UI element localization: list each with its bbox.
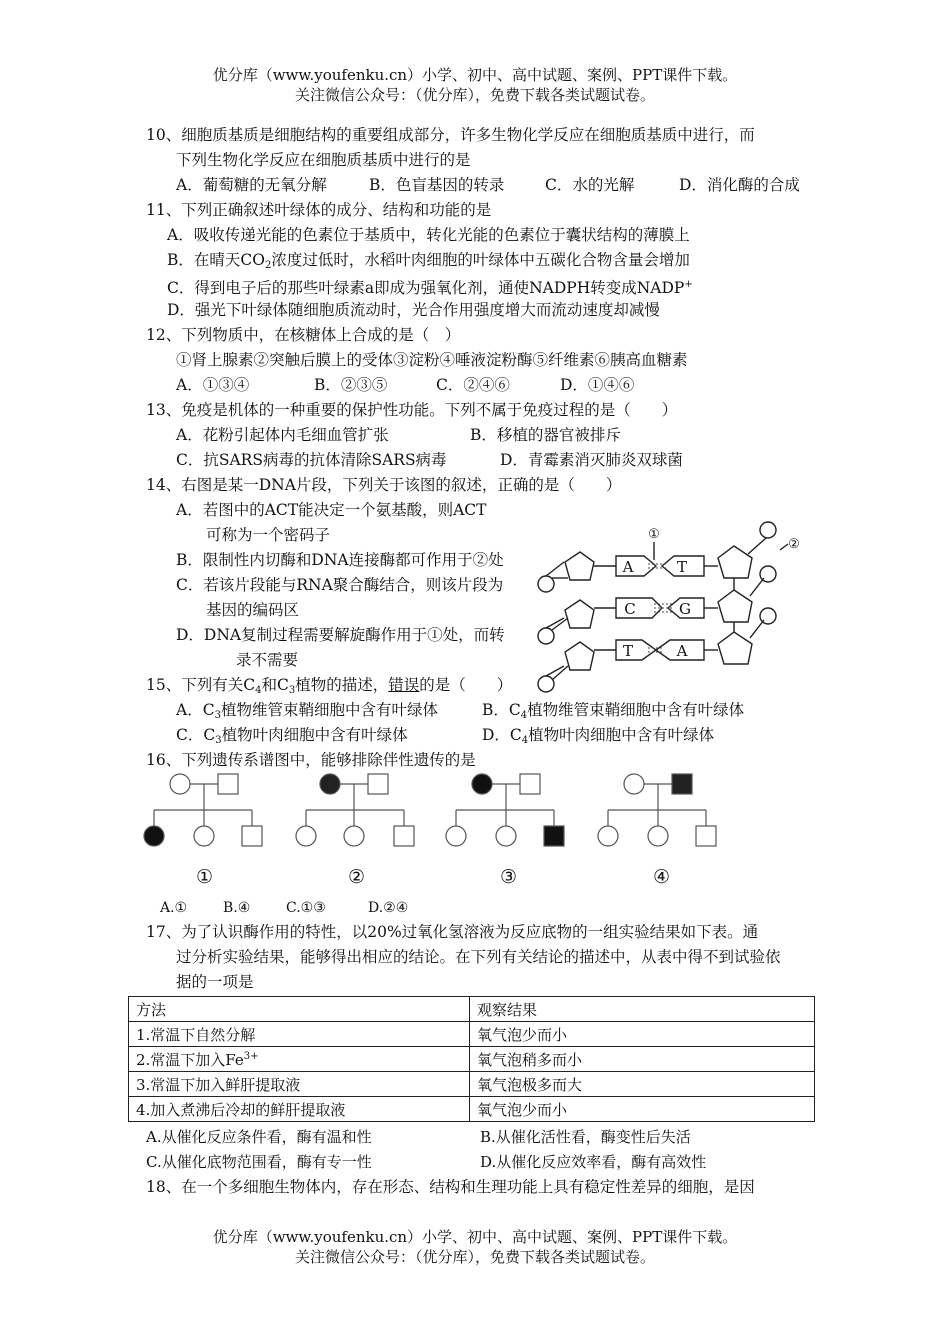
footer-line-2: 关注微信公众号：（优分库），免费下载各类试题试卷。 (294, 1248, 655, 1266)
q17-option-d: D.从催化反应效率看，酶有高效性 (480, 1153, 707, 1171)
marker-2-label: ② (788, 537, 800, 552)
q13-option-a: A．花粉引起体内毛细血管扩张 (176, 426, 389, 444)
deoxyribose-pentagon (565, 642, 594, 670)
q13-option-d: D．青霉素消灭肺炎双球菌 (500, 451, 683, 469)
q16-option-b: B.④ (223, 900, 251, 916)
q17-stem-1: 17、为了认识酶作用的特性，以20%过氧化氢溶液为反应底物的一组实验结果如下表。通 (146, 923, 759, 941)
table-cell-result: 氧气泡少而小 (470, 1097, 815, 1122)
q10-option-b: B．色盲基因的转录 (369, 176, 505, 194)
q16-option-a: A.① (160, 900, 188, 916)
pedigree-1 (144, 774, 262, 846)
pedigree-4 (598, 774, 716, 846)
q11-option-b: B．在晴天$CO_2$浓度过低时，水稻叶肉细胞的叶绿体中五碳化合物含量会增加 (167, 251, 690, 271)
q17-option-c: C.从催化底物范围看，酶有专一性 (146, 1153, 372, 1171)
deoxyribose-pentagon (718, 590, 752, 622)
q17-results-table (128, 996, 815, 1122)
base-label: T (622, 642, 634, 660)
q13-stem: 13、免疫是机体的一种重要的保护性功能。下列不属于免疫过程的是（ ） (146, 401, 678, 419)
q12-option-b: B．②③⑤ (314, 376, 388, 394)
q12-option-a: A．①③④ (176, 376, 250, 394)
table-cell-result: 氧气泡少而小 (470, 1022, 815, 1047)
q15-option-a: A．$C_3$植物维管束鞘细胞中含有叶绿体 (176, 701, 438, 721)
q11-option-c: C．得到电子后的那些叶绿素a即成为强氧化剂，通使NADPH转变成NADP+ (167, 279, 693, 297)
phosphate-circle (760, 566, 776, 582)
q15-option-b: B．$C_4$植物维管束鞘细胞中含有叶绿体 (482, 701, 745, 721)
deoxyribose-pentagon (565, 600, 594, 628)
q11-option-d: D．强光下叶绿体随细胞质流动时，光合作用强度增大而流动速度却减慢 (167, 301, 660, 319)
phosphate-circle (538, 576, 554, 592)
base-label: G (679, 600, 691, 618)
phosphate-circle (760, 608, 776, 624)
pedigree-label-2: ② (348, 866, 366, 888)
marker-1-label: ① (648, 527, 660, 542)
table-header-row (129, 997, 815, 1022)
q11-option-a: A．吸收传递光能的色素位于基质中，转化光能的色素位于囊状结构的薄膜上 (167, 226, 690, 244)
base-label: T (676, 558, 688, 576)
q17-option-a: A.从催化反应条件看，酶有温和性 (146, 1128, 372, 1146)
base-label: C (624, 600, 636, 618)
q14-option-b: B．限制性内切酶和DNA连接酶都可作用于②处 (176, 551, 504, 569)
table-header-cell: 方法 (129, 997, 470, 1022)
q10-option-c: C．水的光解 (545, 176, 635, 194)
table-row (129, 1097, 815, 1122)
q14-option-c-line2: 基因的编码区 (206, 601, 300, 619)
table-row (129, 1047, 815, 1072)
table-cell-result: 氧气泡稍多而小 (470, 1047, 815, 1072)
q17-stem-3: 据的一项是 (176, 973, 254, 991)
q10-option-d: D．消化酶的合成 (679, 176, 800, 194)
base-label: A (676, 642, 688, 660)
q11-stem: 11、下列正确叙述叶绿体的成分、结构和功能的是 (146, 201, 492, 219)
deoxyribose-pentagon (718, 546, 752, 578)
pedigree-label-3: ③ (500, 866, 518, 888)
table-cell-method: 4.加入煮沸后冷却的鲜肝提取液 (129, 1097, 470, 1122)
q14-option-d-line1: D．DNA复制过程需要解旋酶作用于①处，而转 (176, 626, 505, 644)
q15-stem: 15、下列有关$C_4$和$C_3$植物的描述，错误的是（ ） (146, 676, 513, 696)
q16-stem: 16、下列遗传系谱图中，能够排除伴性遗传的是 (146, 751, 476, 769)
pedigree-2 (296, 774, 414, 846)
q12-option-d: D．①④⑥ (560, 376, 635, 394)
q14-stem: 14、右图是某一DNA片段，下列关于该图的叙述，正确的是（ ） (146, 476, 622, 494)
q14-option-a-line1: A．若图中的ACT能决定一个氨基酸，则ACT (176, 501, 487, 519)
phosphate-circle (538, 676, 554, 692)
q13-option-b: B．移植的器官被排斥 (470, 426, 621, 444)
footer-line-1: 优分库（www.youfenku.cn）小学、初中、高中试题、案例、PPT课件下载。 (212, 1228, 738, 1246)
table-row (129, 1072, 815, 1097)
header-line-2: 关注微信公众号：（优分库），免费下载各类试题试卷。 (294, 86, 655, 104)
pedigree-3 (446, 774, 564, 846)
deoxyribose-pentagon (718, 632, 752, 664)
q10-stem-1: 10、细胞质基质是细胞结构的重要组成部分，许多生物化学反应在细胞质基质中进行，而 (146, 126, 755, 144)
q14-option-c-line1: C．若该片段能与RNA聚合酶结合，则该片段为 (176, 576, 504, 594)
q15-option-d: D．$C_4$植物叶肉细胞中含有叶绿体 (482, 726, 715, 746)
q15-option-c: C．$C_3$植物叶肉细胞中含有叶绿体 (176, 726, 408, 746)
table-cell-method: 2.常温下加入$Fe^{3+}$ (129, 1047, 470, 1072)
q12-stem: 12、下列物质中，在核糖体上合成的是（ ） (146, 326, 461, 344)
pedigree-charts (140, 768, 730, 848)
q14-option-a-line2: 可称为一个密码子 (206, 526, 331, 544)
pedigree-label-4: ④ (653, 866, 671, 888)
table-row (129, 1022, 815, 1047)
base-label: A (622, 558, 634, 576)
phosphate-circle (760, 522, 776, 538)
table-cell-result: 氧气泡极多而大 (470, 1072, 815, 1097)
q12-option-c: C．②④⑥ (436, 376, 510, 394)
table-header-cell: 观察结果 (470, 997, 815, 1022)
phosphate-circle (538, 628, 554, 644)
q10-stem-2: 下列生物化学反应在细胞质基质中进行的是 (176, 151, 471, 169)
q10-option-a: A．葡萄糖的无氧分解 (176, 176, 327, 194)
q17-stem-2: 过分析实验结果，能够得出相应的结论。在下列有关结论的描述中，从表中得不到试验依 (176, 948, 781, 966)
q17-option-b: B.从催化活性看，酶变性后失活 (480, 1128, 691, 1146)
q12-list: ①肾上腺素②突触后膜上的受体③淀粉④唾液淀粉酶⑤纤维素⑥胰高血糖素 (176, 351, 688, 369)
deoxyribose-pentagon (565, 552, 594, 580)
q16-option-d: D.②④ (368, 900, 409, 916)
header-line-1: 优分库（www.youfenku.cn）小学、初中、高中试题、案例、PPT课件下载。 (212, 66, 738, 84)
q13-option-c: C．抗SARS病毒的抗体清除SARS病毒 (176, 451, 447, 469)
dna-fragment-diagram (530, 520, 820, 700)
pedigree-label-1: ① (196, 866, 214, 888)
q18-stem-1: 18、在一个多细胞生物体内，存在形态、结构和生理功能上具有稳定性差异的细胞，是因 (146, 1178, 755, 1196)
table-cell-method: 3.常温下加入鲜肝提取液 (129, 1072, 470, 1097)
q14-option-d-line2: 录不需要 (236, 651, 299, 669)
table-cell-method: 1.常温下自然分解 (129, 1022, 470, 1047)
q16-option-c: C.①③ (286, 900, 326, 916)
